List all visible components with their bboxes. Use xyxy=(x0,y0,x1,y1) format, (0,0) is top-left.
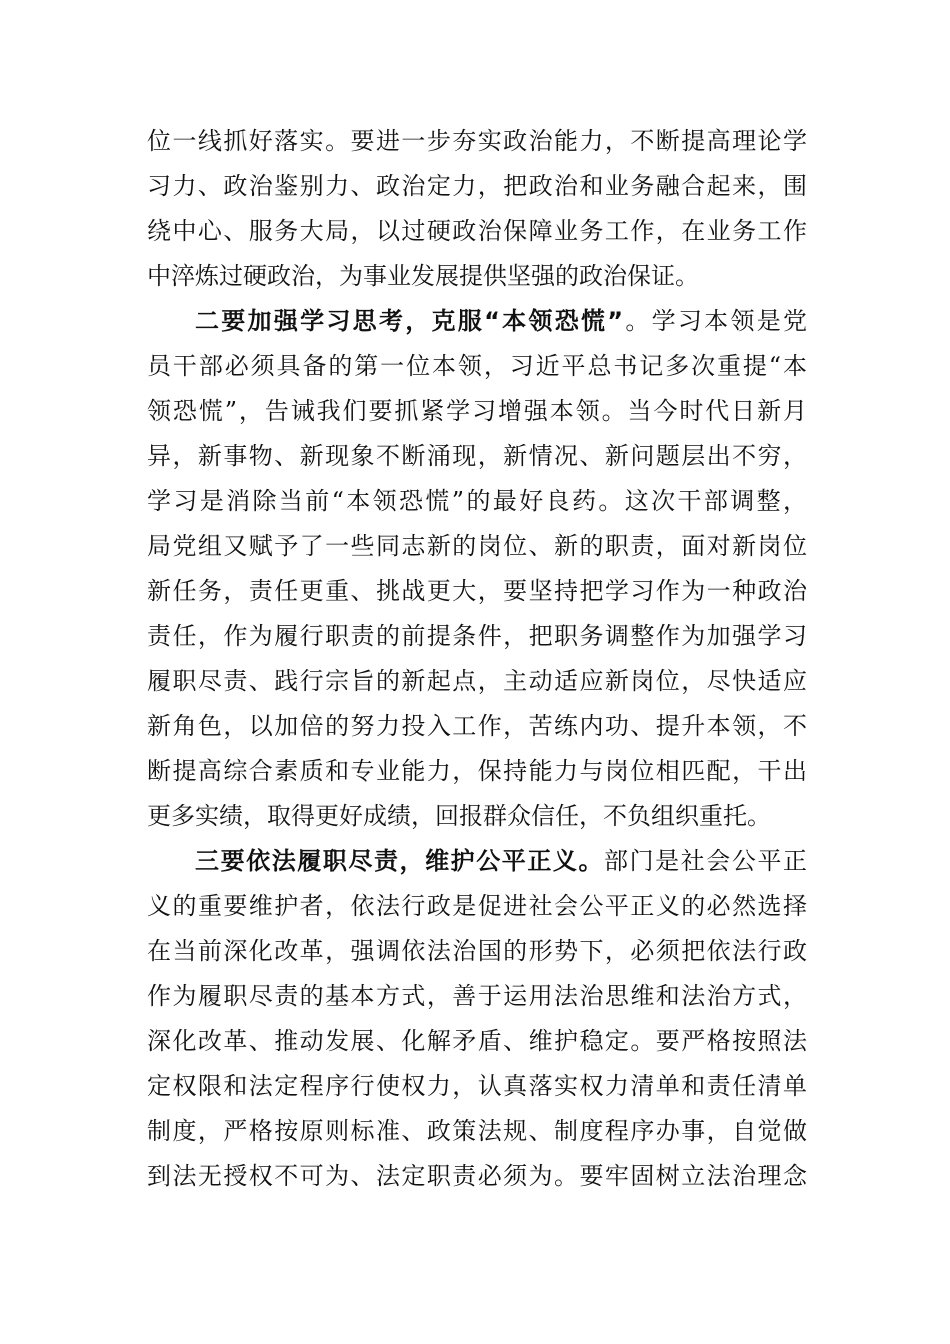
text-segment: 履职尽责、践行宗旨的新起点，主动适应新岗位，尽快适应 xyxy=(147,667,807,695)
text-segment: 定权限和法定程序行使权力，认真落实权力清单和责任清单 xyxy=(147,1072,807,1100)
text-segment: 部门是社会公平正 xyxy=(604,847,808,875)
text-segment: 员干部必须具备的第一位本领，习近平总书记多次重提“本 xyxy=(147,352,807,380)
text-segment: 绕中心、服务大局，以过硬政治保障业务工作，在业务工作 xyxy=(147,217,807,245)
text-segment: 责任，作为履行职责的前提条件，把职务调整作为加强学习 xyxy=(147,622,807,650)
text-segment: 领恐慌”，告诫我们要抓紧学习增强本领。当今时代日新月 xyxy=(147,397,807,425)
text-line xyxy=(147,659,807,703)
text-segment: 习力、政治鉴别力、政治定力，把政治和业务融合起来，围 xyxy=(147,172,807,200)
text-line xyxy=(147,254,807,298)
text-line xyxy=(147,1109,807,1153)
text-line xyxy=(147,164,807,208)
text-line xyxy=(147,344,807,388)
text-segment: 局党组又赋予了一些同志新的岗位、新的职责，面对新岗位 xyxy=(147,532,807,560)
text-segment: 深化改革、推动发展、化解矛盾、维护稳定。要严格按照法 xyxy=(147,1027,807,1055)
text-line xyxy=(147,479,807,523)
text-line xyxy=(147,209,807,253)
text-segment: 。学习本领是党 xyxy=(623,307,808,335)
text-line xyxy=(147,524,807,568)
text-segment: 学习是消除当前“本领恐慌”的最好良药。这次干部调整， xyxy=(147,487,807,515)
text-segment: 中淬炼过硬政治，为事业发展提供坚强的政治保证。 xyxy=(147,262,699,290)
text-segment: 新任务，责任更重、挑战更大，要坚持把学习作为一种政治 xyxy=(147,577,807,605)
text-segment: 义的重要维护者，依法行政是促进社会公平正义的必然选择 xyxy=(147,892,807,920)
text-segment: 在当前深化改革，强调依法治国的形势下，必须把依法行政 xyxy=(147,937,807,965)
text-segment: 异，新事物、新现象不断涌现，新情况、新问题层出不穷， xyxy=(147,442,807,470)
text-line xyxy=(147,884,807,928)
text-segment: 新角色，以加倍的努力投入工作，苦练内功、提升本领，不 xyxy=(147,712,807,740)
text-line xyxy=(147,1064,807,1108)
paragraph-heading-line xyxy=(195,299,807,343)
text-line xyxy=(147,974,807,1018)
text-segment: 作为履职尽责的基本方式，善于运用法治思维和法治方式， xyxy=(147,982,807,1010)
paragraph-heading: 二要加强学习思考，克服“本领恐慌” xyxy=(195,307,624,335)
text-line xyxy=(147,1154,807,1198)
paragraph-heading: 三要依法履职尽责，维护公平正义。 xyxy=(195,847,605,875)
text-line xyxy=(147,794,807,838)
text-line xyxy=(147,434,807,478)
text-line xyxy=(147,749,807,793)
text-line xyxy=(147,569,807,613)
text-line xyxy=(147,1019,807,1063)
text-segment: 位一线抓好落实。要进一步夯实政治能力，不断提高理论学 xyxy=(147,127,807,155)
paragraph-heading-line xyxy=(195,839,807,883)
text-segment: 到法无授权不可为、法定职责必须为。要牢固树立法治理念 xyxy=(147,1162,807,1190)
text-line xyxy=(147,704,807,748)
text-line xyxy=(147,389,807,433)
text-segment: 断提高综合素质和专业能力，保持能力与岗位相匹配，干出 xyxy=(147,757,807,785)
text-line xyxy=(147,119,807,163)
text-line xyxy=(147,614,807,658)
text-segment: 制度，严格按原则标准、政策法规、制度程序办事，自觉做 xyxy=(147,1117,807,1145)
text-segment: 更多实绩，取得更好成绩，回报群众信任，不负组织重托。 xyxy=(147,802,771,830)
text-line xyxy=(147,929,807,973)
